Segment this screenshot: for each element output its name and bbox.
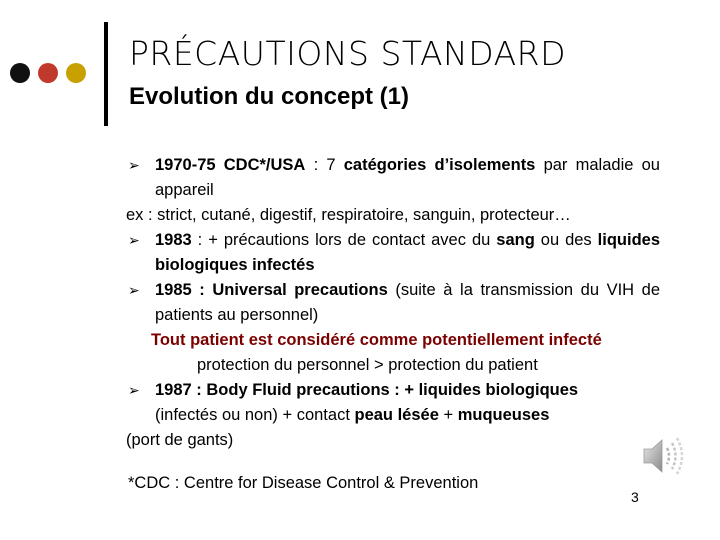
arrow-bullet-icon: ➢ (128, 282, 140, 298)
list-item (128, 228, 660, 278)
emphasis-line: Tout patient est considéré comme potentiellement infecté (151, 331, 602, 349)
item-text: 1970-75 CDC*/USA (155, 156, 306, 174)
arrow-bullet-icon: ➢ (128, 232, 140, 248)
list-item (128, 378, 660, 428)
list-item (128, 278, 660, 328)
item-text: peau lésée (354, 406, 439, 424)
item-text: (suite à la transmission du VIH de patients au personnel) (155, 281, 661, 324)
item-text: 1985 : Universal precautions (155, 281, 388, 299)
title-divider (104, 22, 108, 126)
list-item (128, 153, 660, 203)
dot-red-icon (38, 63, 58, 83)
dot-yellow-icon (66, 63, 86, 83)
protection-line: protection du personnel > protection du patient (197, 356, 538, 374)
gloves-line: (port de gants) (126, 431, 234, 449)
item-text: ou des (534, 231, 598, 249)
item-text: muqueuses (457, 406, 550, 424)
decorative-dots (10, 63, 86, 83)
arrow-bullet-icon: ➢ (128, 382, 140, 398)
item-text: (infectés ou non) + contact (155, 406, 355, 424)
item-text: sang (496, 231, 535, 249)
item-text: par maladie ou appareil (155, 156, 660, 199)
footnote: *CDC : Centre for Disease Control & Prevention (128, 474, 479, 492)
item-text: : + précautions lors de contact avec du (191, 231, 497, 249)
example-line: ex : strict, cutané, digestif, respiratoire, sanguin, protecteur… (126, 206, 571, 224)
item-text: + (438, 406, 458, 424)
dot-black-icon (10, 63, 30, 83)
item-text: + liquides biologiques (399, 381, 579, 399)
page-number: 3 (631, 489, 639, 505)
slide-subtitle: Evolution du concept (1) (129, 83, 409, 110)
item-text: catégories d’isolements (343, 156, 536, 174)
arrow-bullet-icon: ➢ (128, 157, 140, 173)
slide-body (128, 153, 660, 453)
item-text: liquides biologiques infectés (155, 231, 660, 274)
speaker-icon[interactable] (640, 434, 692, 483)
item-text: 1987 : Body Fluid precautions : (155, 381, 400, 399)
item-text: : 7 (305, 156, 344, 174)
item-text: 1983 (155, 231, 192, 249)
slide-title: PRÉCAUTIONS STANDARD (129, 34, 566, 73)
